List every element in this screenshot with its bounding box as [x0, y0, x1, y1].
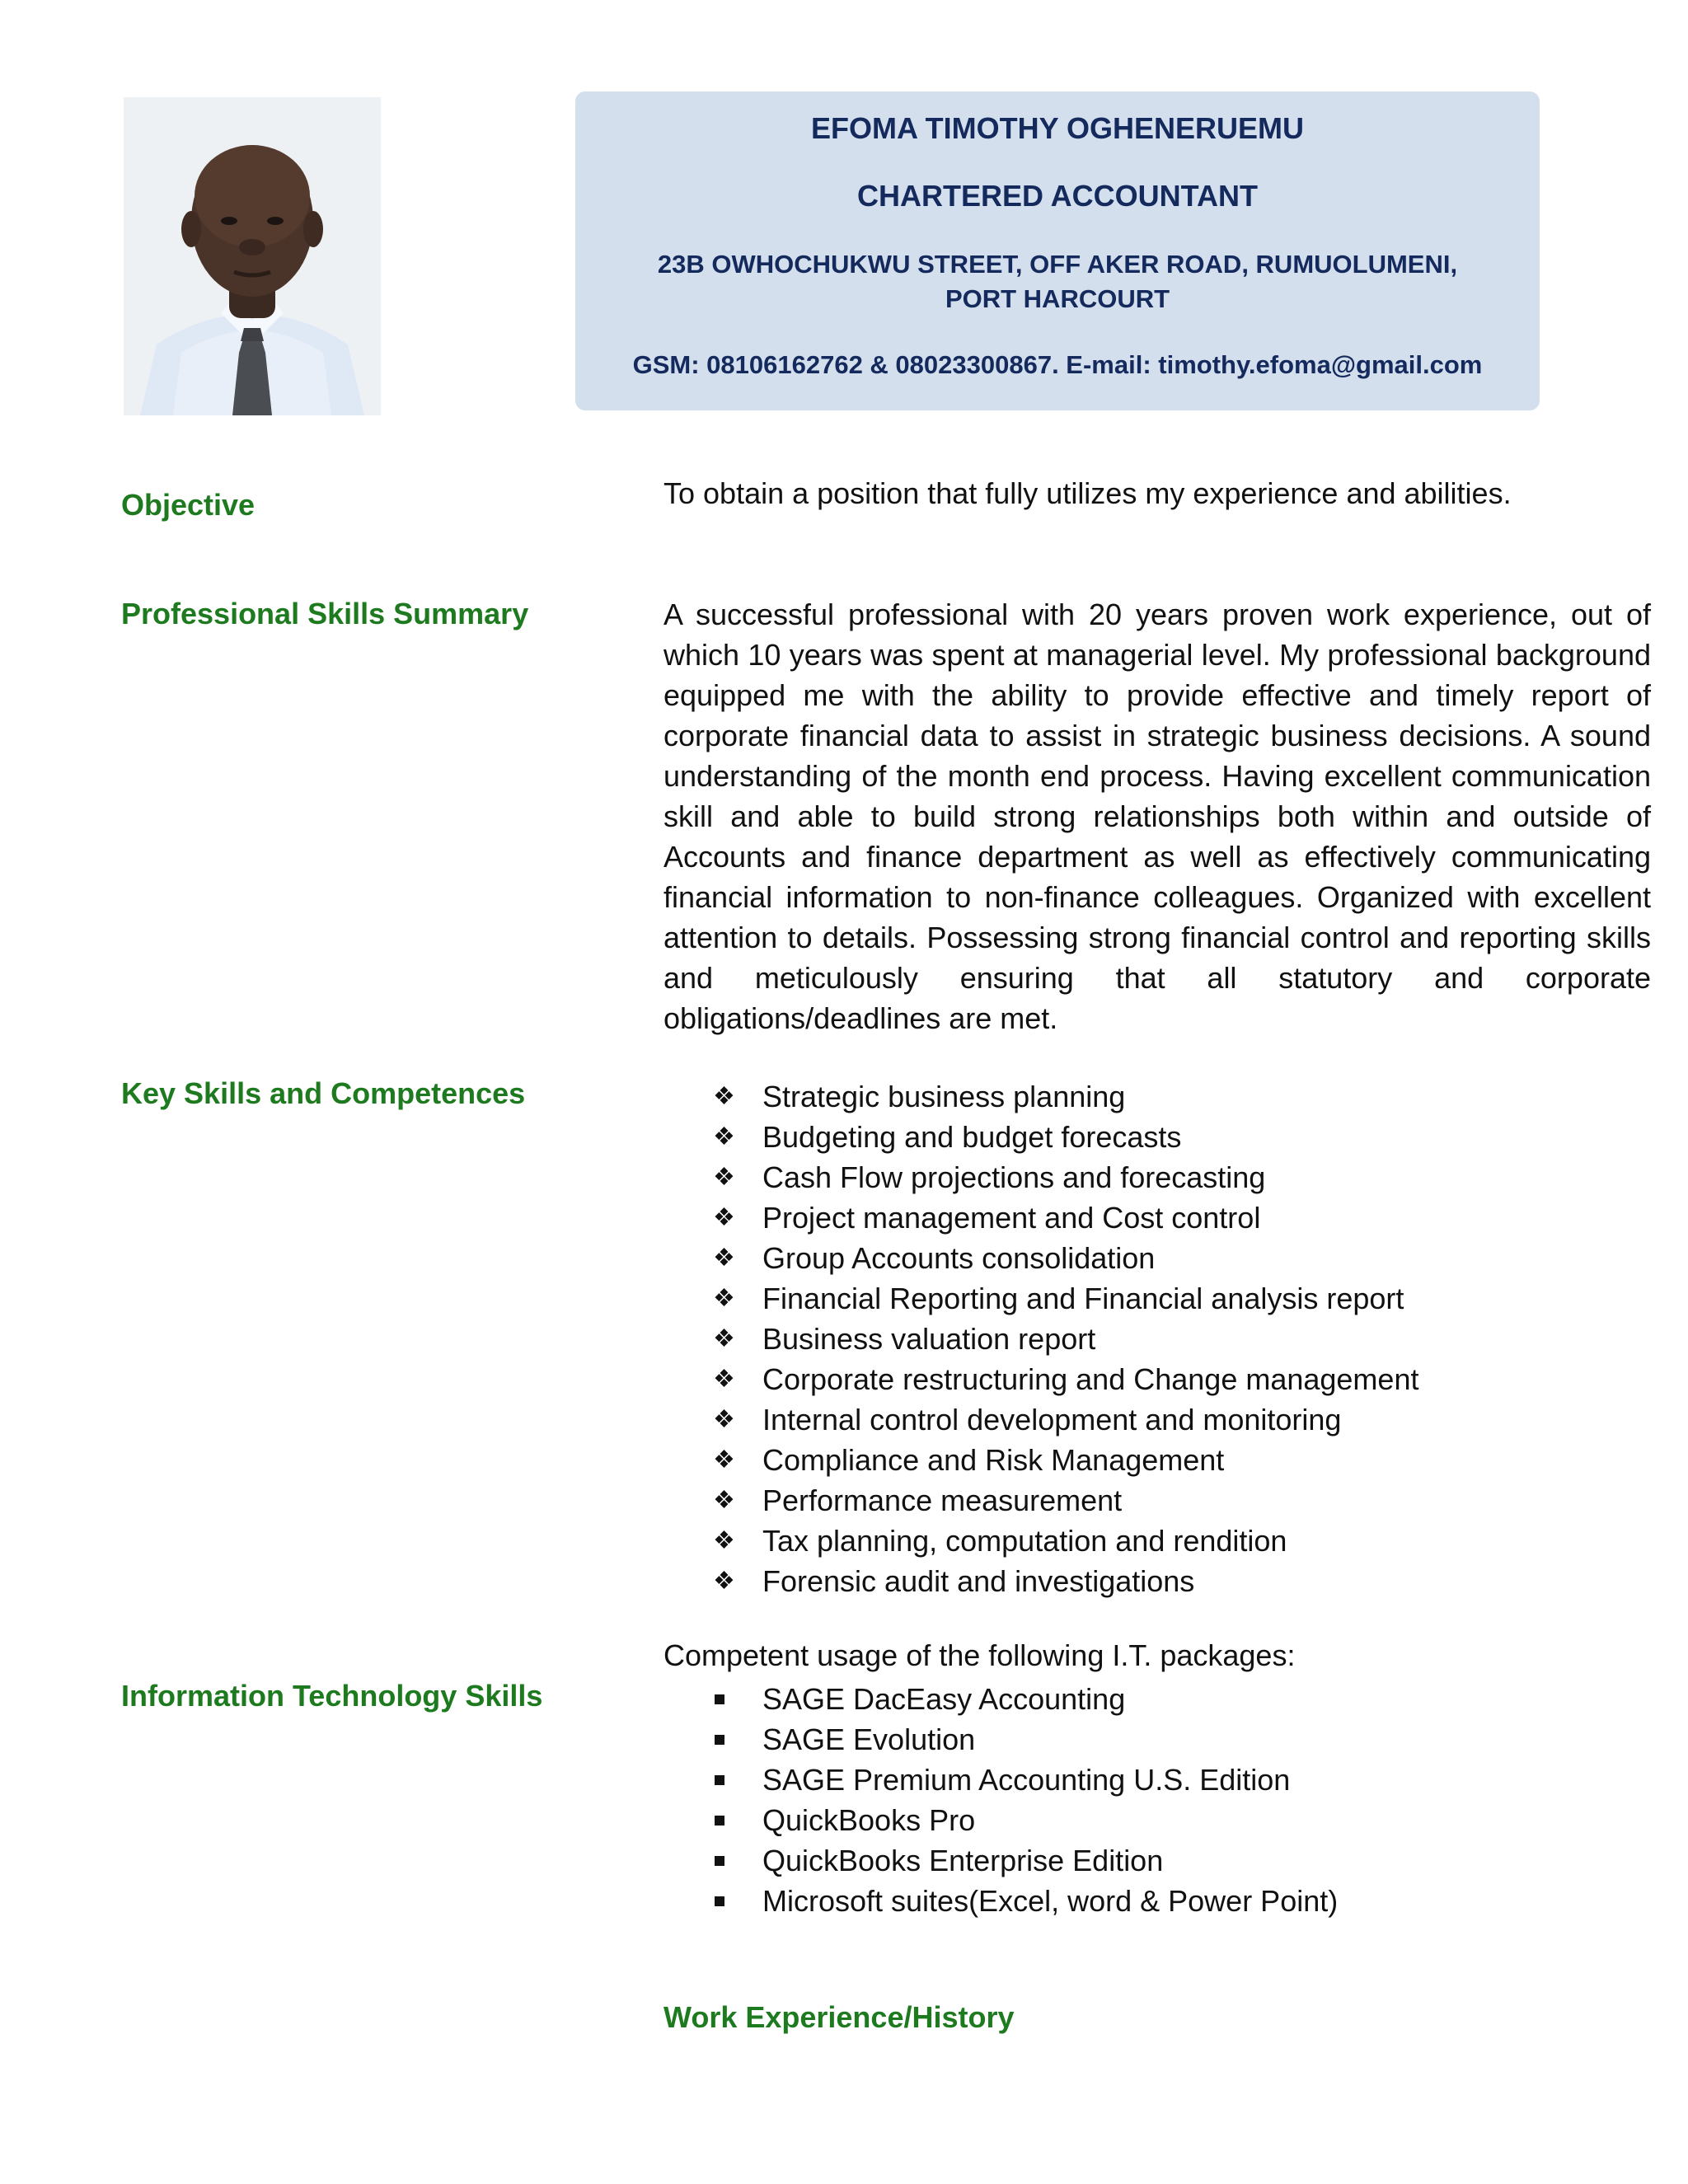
skill-text: Compliance and Risk Management: [762, 1443, 1225, 1477]
list-item: [663, 1238, 1418, 1278]
diamond-bullet-icon: ❖: [713, 1406, 735, 1433]
key-skills-heading: Key Skills and Competences: [121, 1076, 526, 1110]
job-title: CHARTERED ACCOUNTANT: [857, 179, 1258, 213]
list-item: [663, 1076, 1418, 1117]
list-item: [663, 1800, 1338, 1840]
list-item: [663, 1359, 1418, 1399]
list-item: [663, 1480, 1418, 1521]
list-item: [663, 1157, 1418, 1197]
summary-heading: Professional Skills Summary: [121, 597, 529, 630]
square-bullet-icon: [715, 1735, 724, 1745]
square-bullet-icon: [715, 1775, 724, 1785]
work-experience-heading: Work Experience/History: [663, 2000, 1015, 2034]
list-item: [663, 1399, 1418, 1440]
skill-text: Business valuation report: [762, 1322, 1096, 1356]
square-bullet-icon: [715, 1694, 724, 1704]
objective-text: To obtain a position that fully utilizes my experience and abilities.: [663, 476, 1512, 510]
list-item: [663, 1679, 1338, 1719]
diamond-bullet-icon: ❖: [713, 1325, 735, 1352]
list-item: [663, 1440, 1418, 1480]
summary-text: A successful professional with 20 years proven work experience, out of which 10 years was spent at managerial level. My professional background equipped me with the ability to provide effective and timely report of corporate financial data to assist in strategic business decisions. A sound understanding of the month end process. Having excellent communication skill and able to build strong relationships both within and outside of Accounts and finance department as well as effectively communicating financial information to non-finance colleagues. Organized with excellent attention to details. Possessing strong financial control and reporting skills and meticulously ensuring that all statutory and corporate obligations/deadlines are met.: [663, 598, 1651, 1035]
objective-heading: Objective: [121, 488, 256, 522]
square-bullet-icon: [715, 1856, 724, 1866]
it-skill-text: Microsoft suites(Excel, word & Power Point): [762, 1884, 1339, 1918]
it-skills-list: [663, 1679, 1338, 1921]
profile-photo: [124, 97, 381, 415]
diamond-bullet-icon: ❖: [713, 1083, 735, 1110]
contact-details: GSM: 08106162762 & 08023300867. E-mail: timothy.efoma@gmail.com: [632, 350, 1483, 379]
list-item: [663, 1197, 1418, 1238]
skill-text: Financial Reporting and Financial analysis report: [762, 1282, 1404, 1315]
candidate-name: EFOMA TIMOTHY OGHENERUEMU: [810, 111, 1304, 145]
diamond-bullet-icon: ❖: [713, 1204, 735, 1231]
list-item: [663, 1278, 1418, 1319]
list-item: [663, 1521, 1418, 1561]
list-item: [663, 1760, 1338, 1800]
diamond-bullet-icon: ❖: [713, 1446, 735, 1474]
it-skill-text: QuickBooks Pro: [762, 1803, 976, 1837]
contact-header: [575, 91, 1540, 410]
list-item: [663, 1840, 1338, 1881]
it-skill-text: SAGE Premium Accounting U.S. Edition: [762, 1763, 1291, 1797]
key-skills-list: [663, 1076, 1418, 1601]
it-skill-text: QuickBooks Enterprise Edition: [762, 1844, 1164, 1877]
skill-text: Performance measurement: [762, 1483, 1123, 1517]
list-item: [663, 1719, 1338, 1760]
skill-text: Cash Flow projections and forecasting: [762, 1160, 1266, 1194]
skill-text: Internal control development and monitoring: [762, 1403, 1342, 1436]
diamond-bullet-icon: ❖: [713, 1164, 735, 1191]
skill-text: Forensic audit and investigations: [762, 1564, 1195, 1598]
it-skill-text: SAGE Evolution: [762, 1722, 976, 1756]
it-skill-text: SAGE DacEasy Accounting: [762, 1682, 1126, 1716]
diamond-bullet-icon: ❖: [713, 1244, 735, 1272]
diamond-bullet-icon: ❖: [713, 1366, 735, 1393]
square-bullet-icon: [715, 1896, 724, 1906]
skill-text: Strategic business planning: [762, 1080, 1126, 1113]
list-item: [663, 1117, 1418, 1157]
skill-text: Budgeting and budget forecasts: [762, 1120, 1182, 1154]
diamond-bullet-icon: ❖: [713, 1285, 735, 1312]
it-skills-heading: Information Technology Skills: [121, 1679, 543, 1713]
it-skills-intro: Competent usage of the following I.T. packages:: [663, 1638, 1296, 1672]
diamond-bullet-icon: ❖: [713, 1568, 735, 1595]
skill-text: Group Accounts consolidation: [762, 1241, 1156, 1275]
address-line-2: PORT HARCOURT: [945, 284, 1170, 313]
diamond-bullet-icon: ❖: [713, 1487, 735, 1514]
diamond-bullet-icon: ❖: [713, 1123, 735, 1151]
list-item: [663, 1561, 1418, 1601]
skill-text: Project management and Cost control: [762, 1201, 1261, 1235]
diamond-bullet-icon: ❖: [713, 1527, 735, 1554]
skill-text: Corporate restructuring and Change management: [762, 1362, 1419, 1396]
square-bullet-icon: [715, 1816, 724, 1825]
address-line-1: 23B OWHOCHUKWU STREET, OFF AKER ROAD, RUMUOLUMENI,: [657, 250, 1458, 279]
portrait-icon: [124, 97, 381, 415]
skill-text: Tax planning, computation and rendition: [762, 1524, 1287, 1558]
list-item: [663, 1881, 1338, 1921]
list-item: [663, 1319, 1418, 1359]
